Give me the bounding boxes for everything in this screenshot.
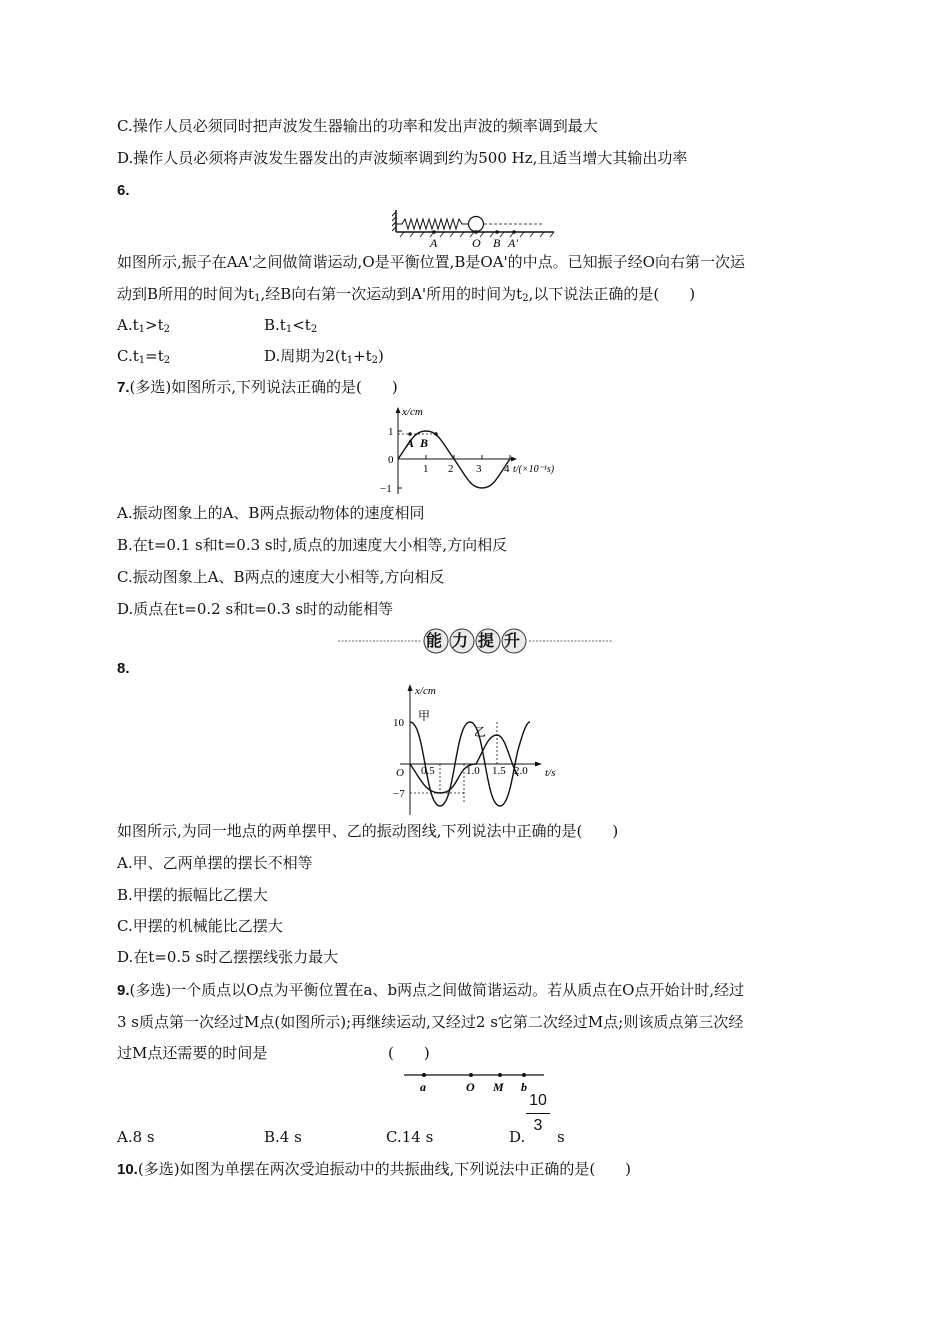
q8-x-axis-label: t/s [545, 767, 556, 779]
oscillator-ball [469, 217, 484, 232]
q7-xtick-3: 3 [476, 463, 482, 475]
q6-option-c: $C.t_1=t_2$ [117, 347, 171, 366]
q6-stem-line1: 如图所示,振子在AA'之间做简谐运动,O是平衡位置,B是OA'的中点。已知振子经O向右第一次运 [117, 253, 745, 271]
q6-option-b: $B.t_1<t_2$ [264, 316, 318, 335]
q8-option-b: B.甲摆的振幅比乙摆大 [117, 886, 268, 904]
q8-stem: 如图所示,为同一地点的两单摆甲、乙的振动图线,下列说法中正确的是( ) [117, 822, 619, 840]
q7-xtick-2: 2 [448, 463, 454, 475]
point-a: a [420, 1080, 426, 1094]
q8-xtick-1.0: 1.0 [466, 765, 480, 777]
q9-answer-paren: ( ) [388, 1044, 430, 1062]
q8-series-label-yi: 乙 [474, 725, 487, 739]
q9-stem-line2: 3 s质点第一次经过M点(如图所示);再继续运动,又经过2 s它第二次经过M点;则该质点第三次经 [117, 1013, 744, 1031]
q9-option-d-unit: s [557, 1128, 565, 1146]
q7-option-c: C.振动图象上A、B两点的速度大小相等,方向相反 [117, 568, 445, 586]
q8-option-d: D.在t=0.5 s时乙摆摆线张力最大 [117, 948, 339, 966]
fraction-numerator: 10 [529, 1092, 547, 1109]
q8-xtick-2.0: 2.0 [514, 765, 528, 777]
q7-stem: 7.(多选)如图所示,下列说法正确的是( ) [117, 378, 398, 396]
point-b: b [521, 1080, 527, 1094]
section-title: 能力提升 [426, 631, 531, 650]
q9-option-c: C.14 s [386, 1128, 434, 1146]
q9-option-b: B.4 s [264, 1128, 302, 1146]
q6-option-a: $A.t_1>t_2$ [117, 316, 170, 335]
q7-ytick-1: 1 [388, 426, 394, 438]
point-m: M [493, 1080, 504, 1094]
point-b-label: B [420, 436, 429, 450]
q8-ytick-neg7: −7 [393, 788, 405, 800]
q7-option-d: D.质点在t=0.2 s和t=0.3 s时的动能相等 [117, 600, 394, 618]
q8-xtick-1.5: 1.5 [492, 765, 506, 777]
label-o: O [472, 236, 481, 250]
q9-option-d-fraction [526, 1090, 550, 1137]
q8-xtick-0.5: 0.5 [421, 765, 435, 777]
q8-origin-label: O [396, 767, 404, 779]
label-b: B [493, 236, 501, 250]
q9-option-a: A.8 s [117, 1128, 155, 1146]
q8-series-label-jia: 甲 [418, 709, 431, 723]
q6-stem-line2: 动到B所用的时间为$t_1$,经B向右第一次运动到A'所用的时间为$t_2$,以下说法正确的是( ) [117, 285, 696, 304]
q6-option-d: D.周期为$2(t_1+t_2)$ [264, 347, 384, 366]
q7-x-axis-label: t/(×10⁻¹s) [513, 464, 555, 475]
q8-y-axis-label: x/cm [415, 685, 436, 697]
q9-stem-line3: 过M点还需要的时间是 [117, 1044, 268, 1062]
spring-oscillator-diagram [392, 208, 562, 252]
q8-ytick-10: 10 [393, 717, 404, 729]
label-a: A [430, 236, 438, 250]
q8-option-a: A.甲、乙两单摆的摆长不相等 [117, 854, 313, 872]
q5-option-c: C.操作人员必须同时把声波发生器输出的功率和发出声波的频率调到最大 [117, 117, 598, 135]
q7-ytick-0: 0 [388, 454, 394, 466]
q7-xtick-4: 4 [504, 463, 510, 475]
q7-ytick-neg1: −1 [380, 483, 392, 495]
fraction-bar [526, 1113, 550, 1114]
point-a-label: A [406, 436, 415, 450]
q8-option-c: C.甲摆的机械能比乙摆大 [117, 917, 283, 935]
q8-number: 8. [117, 660, 130, 677]
q7-y-axis-label: x/cm [402, 406, 423, 418]
q7-xtick-1: 1 [423, 463, 429, 475]
q7-vibration-graph [368, 404, 578, 504]
q7-option-b: B.在t=0.1 s和t=0.3 s时,质点的加速度大小相等,方向相反 [117, 536, 508, 554]
q10-stem: 10.(多选)如图为单摆在两次受迫振动中的共振曲线,下列说法中正确的是( ) [117, 1160, 632, 1178]
q9-option-d: D. [509, 1128, 526, 1146]
fraction-denominator: 3 [533, 1117, 543, 1134]
spring [396, 219, 468, 229]
q8-pendulum-graph [390, 680, 570, 820]
q7-option-a: A.振动图象上的A、B两点振动物体的速度相同 [117, 504, 425, 522]
q5-option-d: D.操作人员必须将声波发生器发出的声波频率调到约为500 Hz,且适当增大其输出功率 [117, 149, 688, 167]
label-a-prime: A' [508, 236, 518, 250]
q9-stem-line1: 9.(多选)一个质点以O点为平衡位置在a、b两点之间做简谐运动。若从质点在O点开始计时,经过 [117, 981, 745, 999]
q6-number: 6. [117, 182, 130, 199]
point-o: O [466, 1080, 475, 1094]
